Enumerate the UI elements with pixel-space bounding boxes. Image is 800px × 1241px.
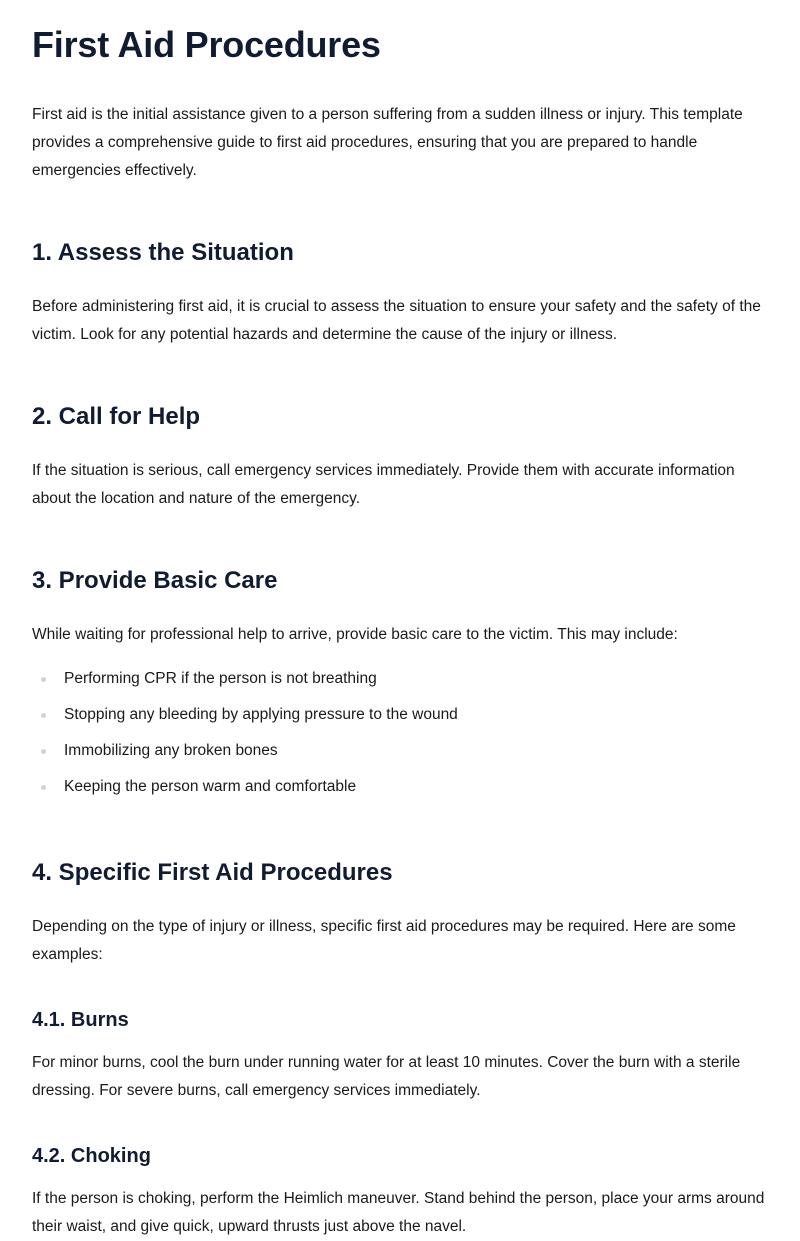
list-item-text: Keeping the person warm and comfortable [64, 778, 357, 795]
section-heading-basic-care: 3. Provide Basic Care [32, 567, 278, 594]
section-body-basic-care: While waiting for professional help to arrive, provide basic care to the victim. This may include: [32, 626, 678, 643]
list-item [32, 769, 768, 805]
bullet-dot-icon [41, 785, 46, 790]
subsection-body-burns: For minor burns, cool the burn under running water for at least 10 minutes. Cover the burn with a sterile dressing. For severe burns, call emergency services immediately. [32, 1054, 741, 1099]
bullet-dot-icon [41, 713, 46, 718]
page-title: First Aid Procedures [32, 24, 381, 65]
list-item-text: Performing CPR if the person is not breathing [64, 670, 377, 687]
subsection-heading-burns: 4.1. Burns [32, 1009, 129, 1031]
subsection-heading-choking: 4.2. Choking [32, 1145, 151, 1167]
section-body-specific: Depending on the type of injury or illness, specific first aid procedures may be required. Here are some examples: [32, 918, 736, 963]
section-body-call-help: If the situation is serious, call emergency services immediately. Provide them with accurate information about the location and nature of the emergency. [32, 462, 735, 507]
section-heading-assess: 1. Assess the Situation [32, 239, 294, 266]
intro-paragraph: First aid is the initial assistance given to a person suffering from a sudden illness or injury. This template provides a comprehensive guide to first aid procedures, ensuring that you are prepared to handle emergencies effectively. [32, 106, 743, 179]
section-body-assess: Before administering first aid, it is crucial to assess the situation to ensure your safety and the safety of the victim. Look for any potential hazards and determine the cause of the injury or illness. [32, 298, 761, 343]
basic-care-list [32, 661, 768, 805]
list-item [32, 733, 768, 769]
list-item-text: Stopping any bleeding by applying pressure to the wound [64, 706, 458, 723]
list-item-text: Immobilizing any broken bones [64, 742, 278, 759]
list-item [32, 697, 768, 733]
section-heading-specific: 4. Specific First Aid Procedures [32, 859, 393, 886]
bullet-dot-icon [41, 677, 46, 682]
subsection-body-choking: If the person is choking, perform the Heimlich maneuver. Stand behind the person, place your arms around their waist, and give quick, upward thrusts just above the navel. [32, 1190, 765, 1235]
bullet-dot-icon [41, 749, 46, 754]
list-item [32, 661, 768, 697]
section-heading-call-help: 2. Call for Help [32, 403, 201, 430]
